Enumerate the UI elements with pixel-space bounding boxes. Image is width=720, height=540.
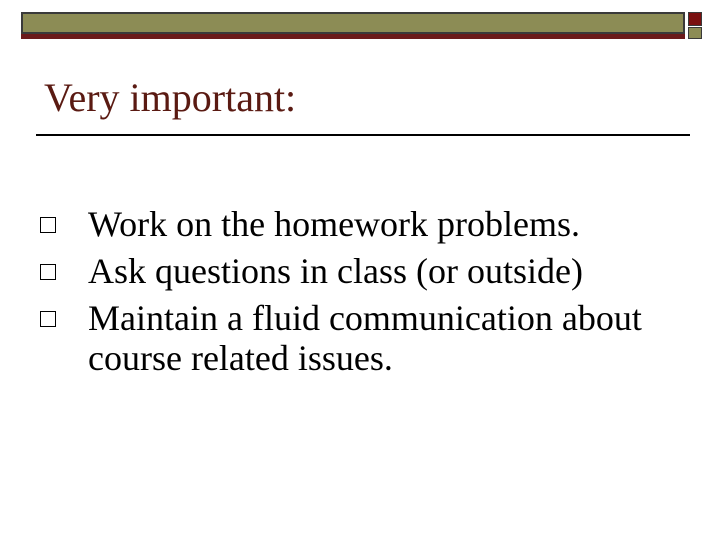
bullet-list: [40, 204, 700, 385]
maroon-line: [21, 34, 685, 39]
bullet-item: [40, 298, 700, 378]
bullet-text: Maintain a fluid communication about course related issues.: [88, 298, 642, 378]
bullet-text: Work on the homework problems.: [88, 204, 581, 244]
title-divider: [36, 134, 690, 136]
bullet-item: [40, 204, 700, 244]
hollow-square-bullet-icon: [40, 264, 56, 280]
olive-bar: [21, 12, 685, 34]
hollow-square-bullet-icon: [40, 217, 56, 233]
olive-square: [688, 27, 702, 39]
bullet-text: Ask questions in class (or outside): [88, 251, 583, 291]
slide-title: Very important:: [44, 75, 297, 120]
top-decorative-bar: [21, 12, 705, 38]
maroon-square: [688, 12, 702, 26]
bullet-item: [40, 251, 700, 291]
hollow-square-bullet-icon: [40, 311, 56, 327]
